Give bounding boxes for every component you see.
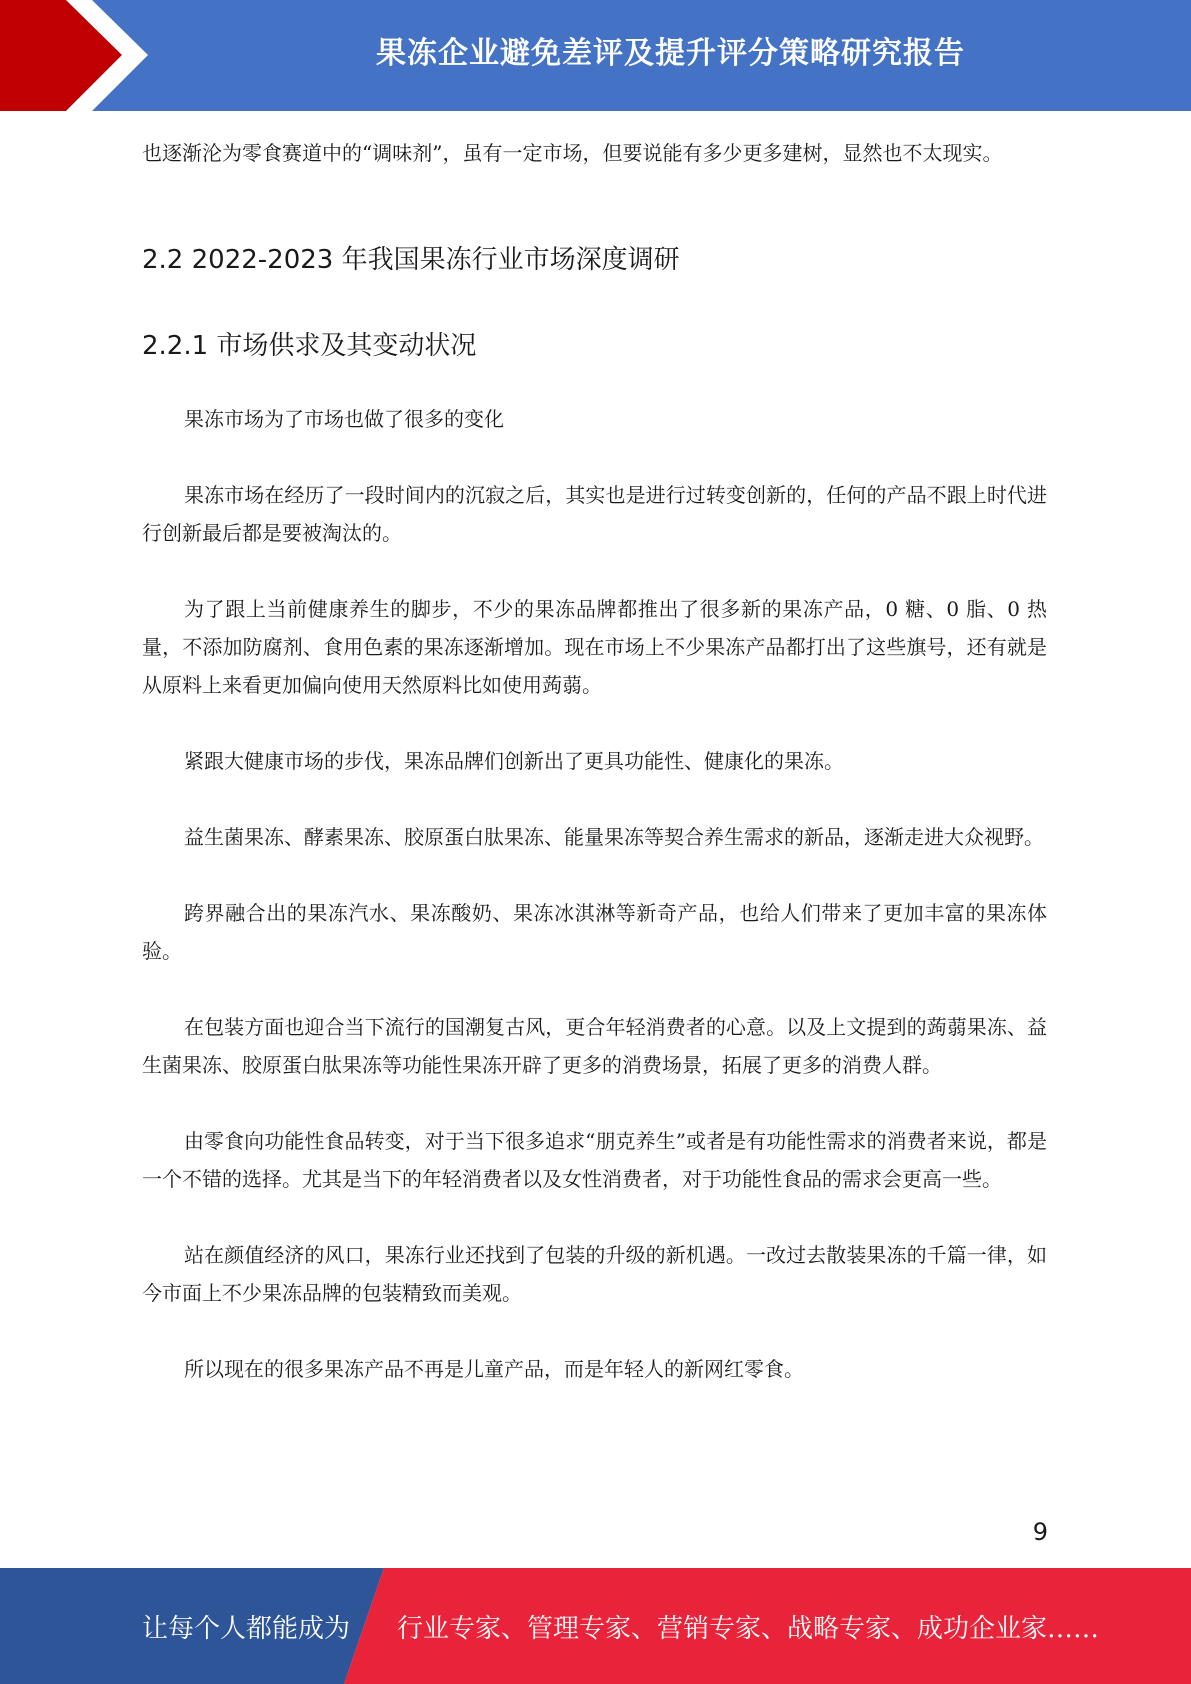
header-arrow-decoration <box>0 0 160 111</box>
body-paragraph: 所以现在的很多果冻产品不再是儿童产品，而是年轻人的新网红零食。 <box>184 1357 804 1381</box>
continued-paragraph: 也逐渐沦为零食赛道中的“调味剂”，虽有一定市场，但要说能有多少更多建树，显然也不太现实。 <box>142 141 1003 165</box>
body-paragraph: 果冻市场在经历了一段时间内的沉寂之后，其实也是进行过转变创新的，任何的产品不跟上时代进行创新最后都是要被淘汰的。 <box>142 483 1047 545</box>
report-title: 果冻企业避免差评及提升评分策略研究报告 <box>376 36 965 71</box>
section-heading: 2.2 2022-2023 年我国果冻行业市场深度调研 <box>142 245 680 275</box>
body-paragraph: 果冻市场为了市场也做了很多的变化 <box>184 407 504 431</box>
body-paragraph: 站在颜值经济的风口，果冻行业还找到了包装的升级的新机遇。一改过去散装果冻的千篇一律，如今市面上不少果冻品牌的包装精致而美观。 <box>142 1243 1047 1305</box>
footer-slogan-left: 让每个人都能成为 <box>142 1613 351 1644</box>
body-paragraph: 跨界融合出的果冻汽水、果冻酸奶、果冻冰淇淋等新奇产品，也给人们带来了更加丰富的果冻体验。 <box>142 901 1047 963</box>
page-number: 9 <box>1032 1518 1048 1546</box>
body-paragraph: 紧跟大健康市场的步伐，果冻品牌们创新出了更具功能性、健康化的果冻。 <box>184 749 844 773</box>
page-content <box>142 134 1047 1426</box>
body-paragraph: 为了跟上当前健康养生的脚步，不少的果冻品牌都推出了很多新的果冻产品，0 糖、0 脂、0 热量，不添加防腐剂、食用色素的果冻逐渐增加。现在市场上不少果冻产品都打出了这些旗号，还有就是从原料上来看更加偏向使用天然原料比如使用蒟蒻。 <box>142 597 1047 697</box>
body-paragraph: 益生菌果冻、酵素果冻、胶原蛋白肽果冻、能量果冻等契合养生需求的新品，逐渐走进大众视野。 <box>184 825 1044 849</box>
body-paragraph: 在包装方面也迎合当下流行的国潮复古风，更合年轻消费者的心意。以及上文提到的蒟蒻果冻、益生菌果冻、胶原蛋白肽果冻等功能性果冻开辟了更多的消费场景，拓展了更多的消费人群。 <box>142 1015 1047 1077</box>
subsection-heading: 2.2.1 市场供求及其变动状况 <box>142 331 477 361</box>
body-paragraph: 由零食向功能性食品转变，对于当下很多追求“朋克养生”或者是有功能性需求的消费者来说，都是一个不错的选择。尤其是当下的年轻消费者以及女性消费者，对于功能性食品的需求会更高一些。 <box>142 1129 1047 1191</box>
page-footer <box>0 1568 1191 1684</box>
page-header <box>0 0 1191 111</box>
footer-slogan-right: 行业专家、管理专家、营销专家、战略专家、成功企业家…… <box>397 1613 1100 1644</box>
